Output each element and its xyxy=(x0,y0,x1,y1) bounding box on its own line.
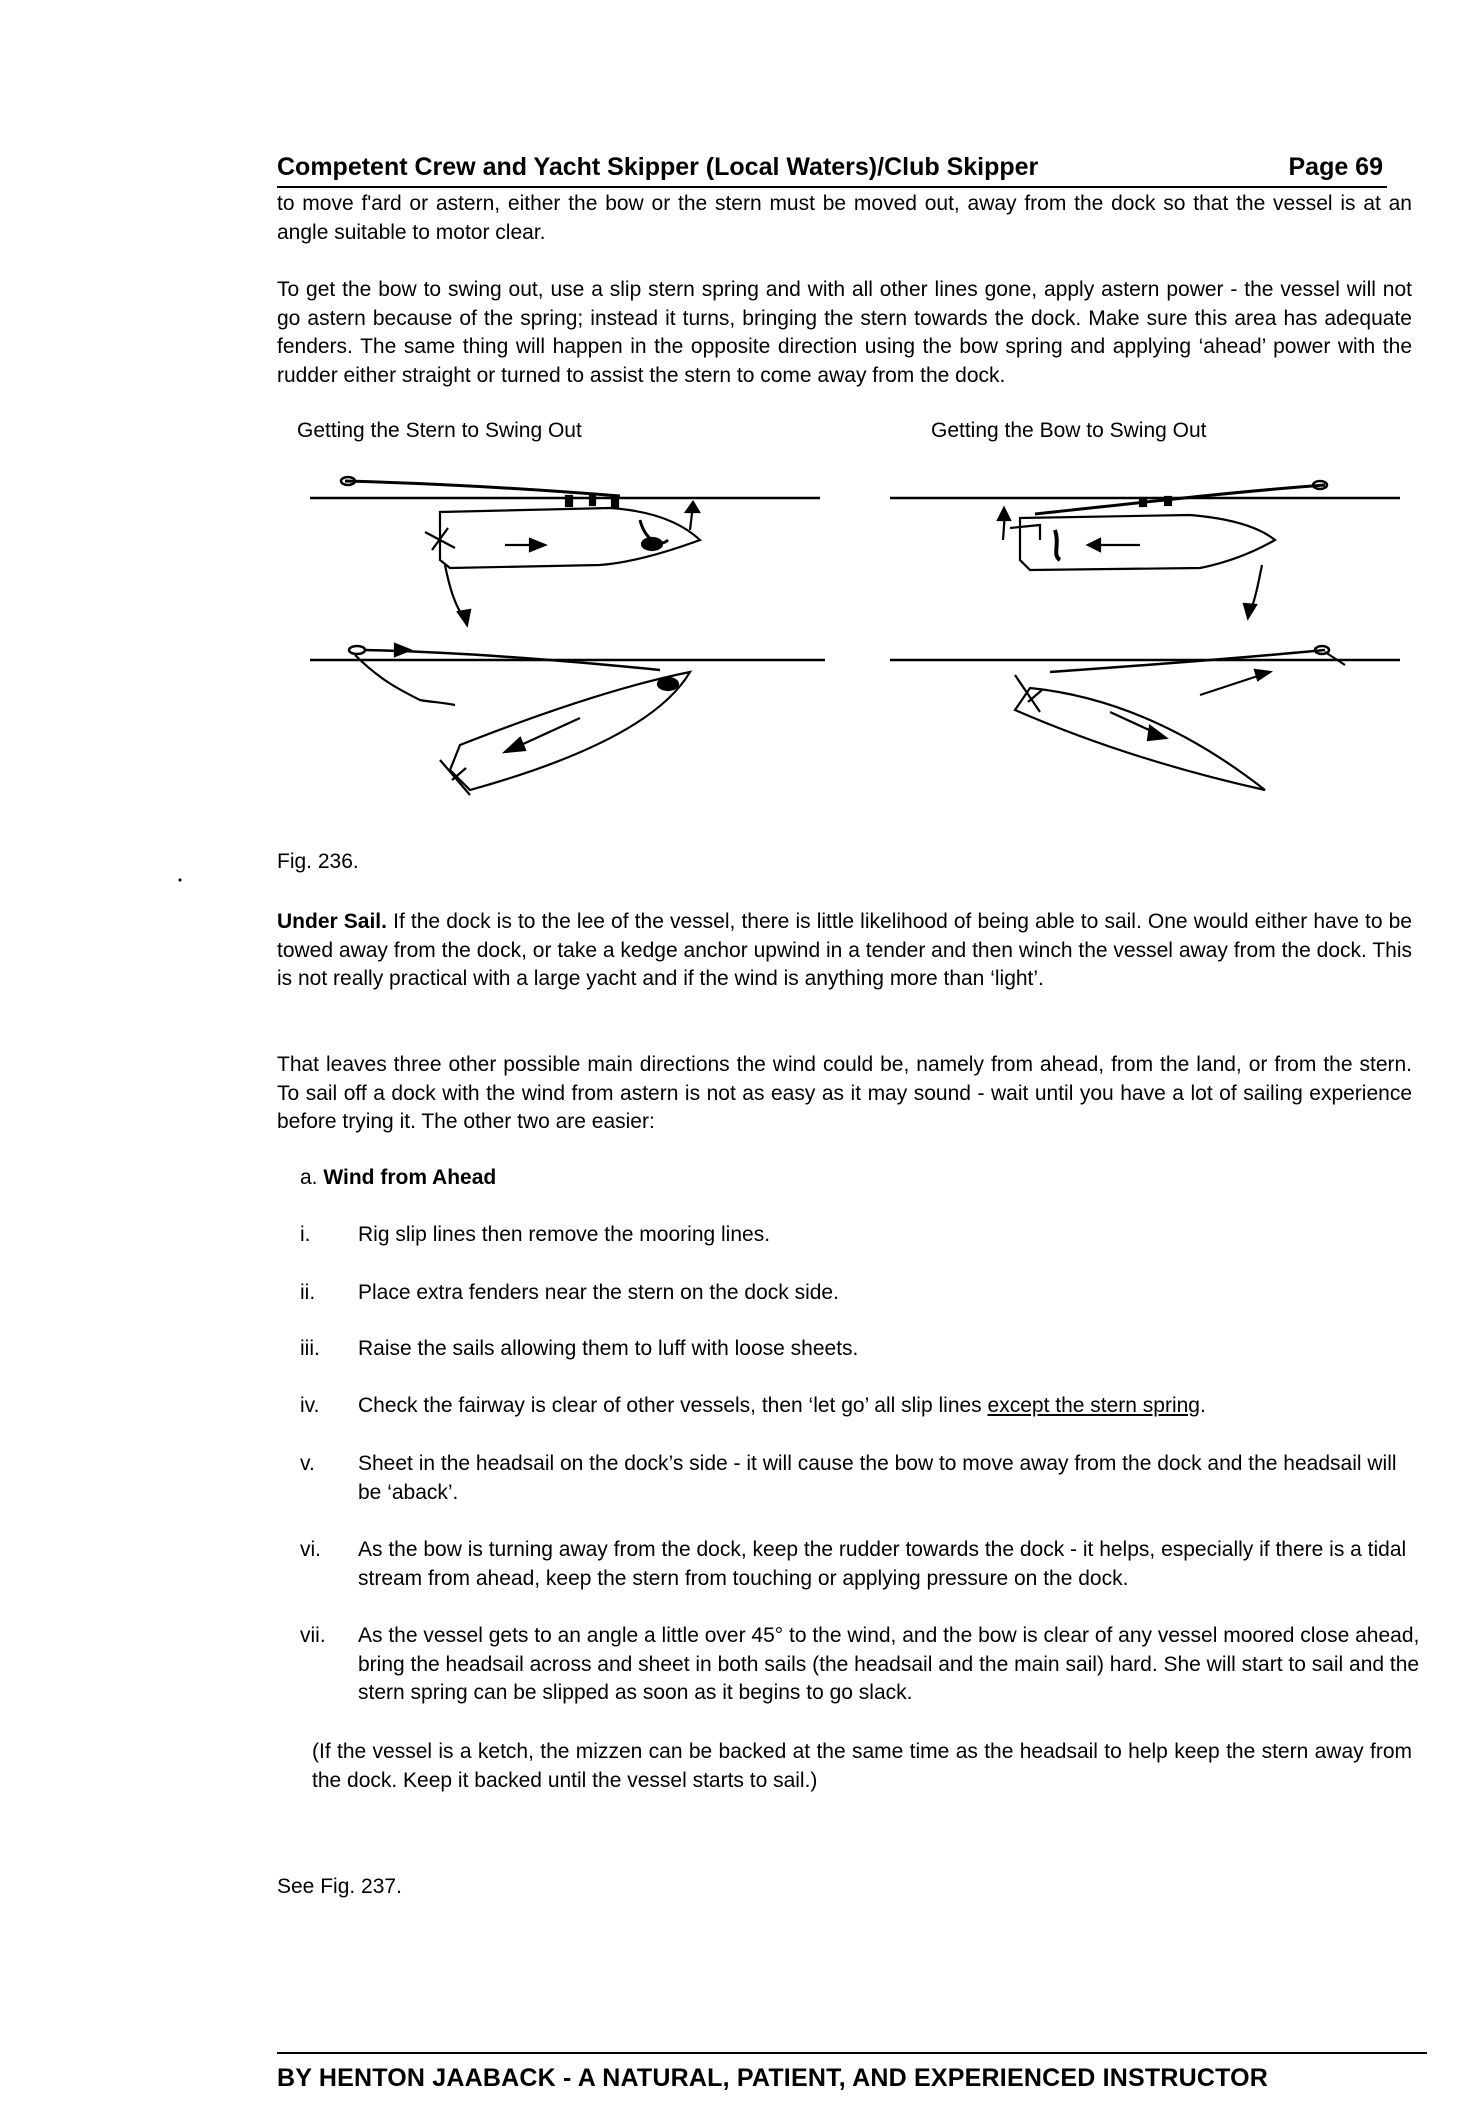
section-title: Wind from Ahead xyxy=(323,1166,497,1189)
under-sail-text: If the dock is to the lee of the vessel, there is little likelihood of being able to sail. One would either have to be towed away from the dock, or take a kedge anchor upwind in a tender and then winch the vessel away from the dock. This is not really practical with a large yacht and if the wind is anything more than ‘light’. xyxy=(277,910,1412,990)
page-number: Page 69 xyxy=(1288,153,1383,181)
step-number: ii. xyxy=(300,1281,316,1304)
step-text: Rig slip lines then remove the mooring lines. xyxy=(358,1223,771,1246)
step-text-wrapper xyxy=(358,1392,1425,1421)
paragraph-intro: to move f'ard or astern, either the bow or the stern must be moved out, away from the dock so that the vessel is at an angle suitable to motor clear. xyxy=(277,192,1412,244)
section-heading xyxy=(300,1164,496,1192)
step-text: Check the fairway is clear of other vessels, then ‘let go’ all slip lines xyxy=(358,1394,982,1417)
list-item xyxy=(300,1221,1425,1250)
header-title: Competent Crew and Yacht Skipper (Local Waters)/Club Skipper xyxy=(277,153,1039,181)
list-item xyxy=(300,1279,1425,1308)
section-prefix: a. xyxy=(300,1166,318,1189)
diagram-bow-alongside xyxy=(890,481,1400,618)
step-number: i. xyxy=(300,1223,311,1246)
list-item xyxy=(300,1392,1425,1421)
step-text: As the vessel gets to an angle a little over 45° to the wind, and the bow is clear of any vessel moored close ahead, bring the headsail across and sheet in both sails (the headsail and the main sail) hard. She will start to sail and the stern spring can be slipped as soon as it begins to go slack. xyxy=(358,1624,1420,1704)
step-text: Sheet in the headsail on the dock’s side - it will cause the bow to move away from the dock and the headsail will be ‘aback’. xyxy=(358,1452,1397,1504)
list-item xyxy=(300,1622,1425,1708)
step-emphasis: except the stern spring xyxy=(987,1394,1200,1417)
diagram-stern-angled xyxy=(310,644,825,795)
step-number: v. xyxy=(300,1452,315,1475)
diagram-bow-angled xyxy=(890,646,1400,790)
step-text: Place extra fenders near the stern on the dock side. xyxy=(358,1281,839,1304)
see-figure-reference: See Fig. 237. xyxy=(277,1875,402,1898)
under-sail-lead: Under Sail. xyxy=(277,910,387,933)
paragraph-under-sail xyxy=(277,908,1412,994)
step-number: iv. xyxy=(300,1394,320,1417)
step-number: vii. xyxy=(300,1624,326,1647)
step-number: iii. xyxy=(300,1337,320,1360)
paragraph-swing-out: To get the bow to swing out, use a slip stern spring and with all other lines gone, apply astern power - the vessel will not go astern because of the spring; instead it turns, bringing the stern towards the dock. Make sure this area has adequate fenders. The same thing will happen in the opposite direction using the bow spring and applying ‘ahead’ power with the rudder either straight or turned to assist the stern to come away from the dock. xyxy=(277,278,1412,387)
figure-label: Fig. 236. xyxy=(277,850,359,873)
footer-divider xyxy=(277,2052,1427,2054)
caption-stern-swing-out: Getting the Stern to Swing Out xyxy=(297,419,582,442)
step-number: vi. xyxy=(300,1538,321,1561)
diagram-stern-alongside xyxy=(310,477,820,625)
paragraph-wind-directions: That leaves three other possible main directions the wind could be, namely from ahead, from the land, or from the stern. To sail off a dock with the wind from astern is not as easy as it may sound - wait until you have a lot of sailing experience before trying it. The other two are easier: xyxy=(277,1053,1412,1133)
footer-credit: BY HENTON JAABACK - A NATURAL, PATIENT, AND EXPERIENCED INSTRUCTOR xyxy=(277,2064,1269,2092)
list-item xyxy=(300,1536,1425,1593)
step-text: As the bow is turning away from the dock, keep the rudder towards the dock - it helps, especially if there is a tidal stream from ahead, keep the stern from touching or applying pressure on the dock. xyxy=(358,1538,1407,1590)
caption-bow-swing-out: Getting the Bow to Swing Out xyxy=(931,419,1207,442)
step-text: Raise the sails allowing them to luff with loose sheets. xyxy=(358,1337,859,1360)
list-item xyxy=(300,1450,1425,1507)
list-item xyxy=(300,1335,1425,1364)
step-text-end: . xyxy=(1199,1394,1206,1417)
paragraph-ketch-note: (If the vessel is a ketch, the mizzen can be backed at the same time as the headsail to help keep the stern away from the dock. Keep it backed until the vessel starts to sail.) xyxy=(312,1740,1412,1792)
